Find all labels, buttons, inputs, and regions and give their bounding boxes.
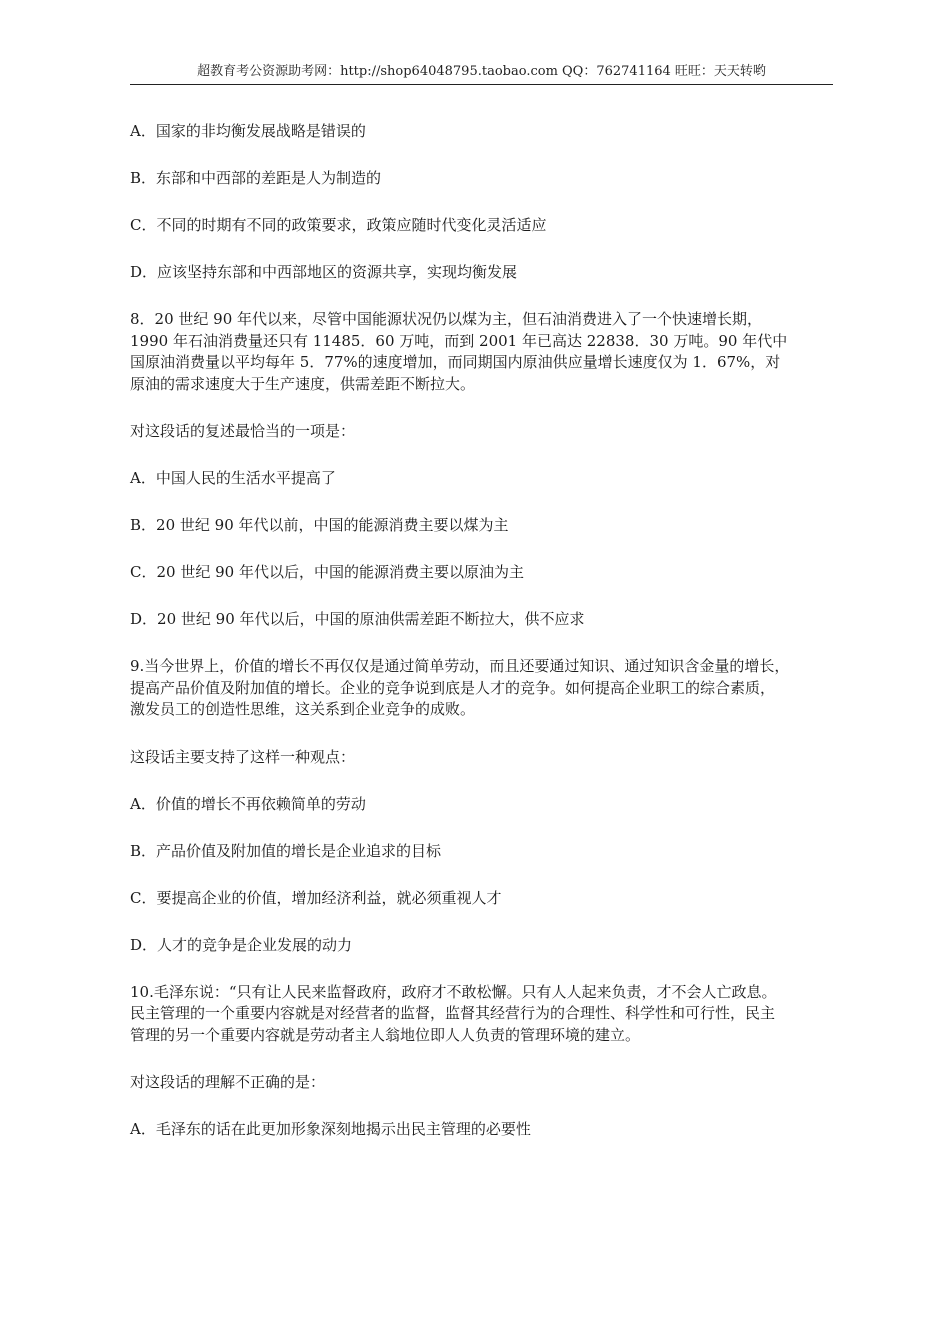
q10-passage-line: 民主管理的一个重要内容就是对经营者的监督，监督其经营行为的合理性、科学性和可行性，民主	[130, 1004, 776, 1022]
q9-passage-line: 激发员工的创造性思维，这关系到企业竞争的成败。	[130, 700, 476, 718]
page-header: 超教育考公资源助考网：http://shop64048795.taobao.com QQ：762741164 旺旺：天天转哟	[197, 64, 766, 79]
q10-prompt: 对这段话的理解不正确的是：	[130, 1073, 326, 1091]
q7-option-b: B．东部和中西部的差距是人为制造的	[130, 169, 382, 187]
q10-passage	[130, 982, 835, 1047]
q7-option-d: D．应该坚持东部和中西部地区的资源共享，实现均衡发展	[130, 263, 518, 281]
q9-passage-line: 9.当今世界上，价值的增长不再仅仅是通过简单劳动，而且还要通过知识、通过知识含金量的增长，	[130, 657, 790, 675]
header-rule	[130, 84, 833, 85]
q9-option-a: A．价值的增长不再依赖简单的劳动	[130, 794, 366, 813]
q8-passage	[130, 309, 835, 395]
document-body	[130, 121, 835, 1140]
q9-option-c: C．要提高企业的价值，增加经济利益，就必须重视人才	[130, 888, 502, 907]
q8-option-d: D．20 世纪 90 年代以后，中国的原油供需差距不断拉大，供不应求	[130, 610, 585, 628]
q9-passage-line: 提高产品价值及附加值的增长。企业的竞争说到底是人才的竞争。如何提高企业职工的综合素质，	[130, 678, 776, 697]
q10-passage-line: 管理的另一个重要内容就是劳动者主人翁地位即人人负责的管理环境的建立。	[130, 1025, 641, 1044]
q9-passage	[130, 656, 835, 721]
q8-passage-line: 8．20 世纪 90 年代以来，尽管中国能源状况仍以煤为主，但石油消费进入了一个快速增长期，	[130, 310, 763, 328]
q10-option-a: A．毛泽东的话在此更加形象深刻地揭示出民主管理的必要性	[130, 1120, 531, 1138]
q8-passage-line: 国原油消费量以平均每年 5．77%的速度增加，而同期国内原油供应量增长速度仅为 1．67%，对	[130, 353, 781, 371]
q9-option-b: B．产品价值及附加值的增长是企业追求的目标	[130, 841, 442, 860]
q8-option-b: B．20 世纪 90 年代以前，中国的能源消费主要以煤为主	[130, 516, 509, 534]
q8-option-c: C．20 世纪 90 年代以后，中国的能源消费主要以原油为主	[130, 563, 524, 581]
q8-passage-line: 1990 年石油消费量还只有 11485．60 万吨，而到 2001 年已高达 22838．30 万吨。90 年代中	[130, 331, 788, 350]
q10-passage-line: 10.毛泽东说：“只有让人民来监督政府，政府才不敢松懈。只有人人起来负责，才不会人亡政息。	[130, 982, 777, 1001]
q7-option-a: A．国家的非均衡发展战略是错误的	[130, 122, 366, 140]
q9-option-d: D．人才的竞争是企业发展的动力	[130, 935, 353, 954]
q9-prompt: 这段话主要支持了这样一种观点：	[130, 747, 356, 766]
q8-prompt: 对这段话的复述最恰当的一项是：	[130, 422, 356, 440]
q8-passage-line: 原油的需求速度大于生产速度，供需差距不断拉大。	[130, 374, 476, 393]
q7-option-c: C．不同的时期有不同的政策要求，政策应随时代变化灵活适应	[130, 216, 547, 234]
q8-option-a: A．中国人民的生活水平提高了	[130, 469, 336, 487]
